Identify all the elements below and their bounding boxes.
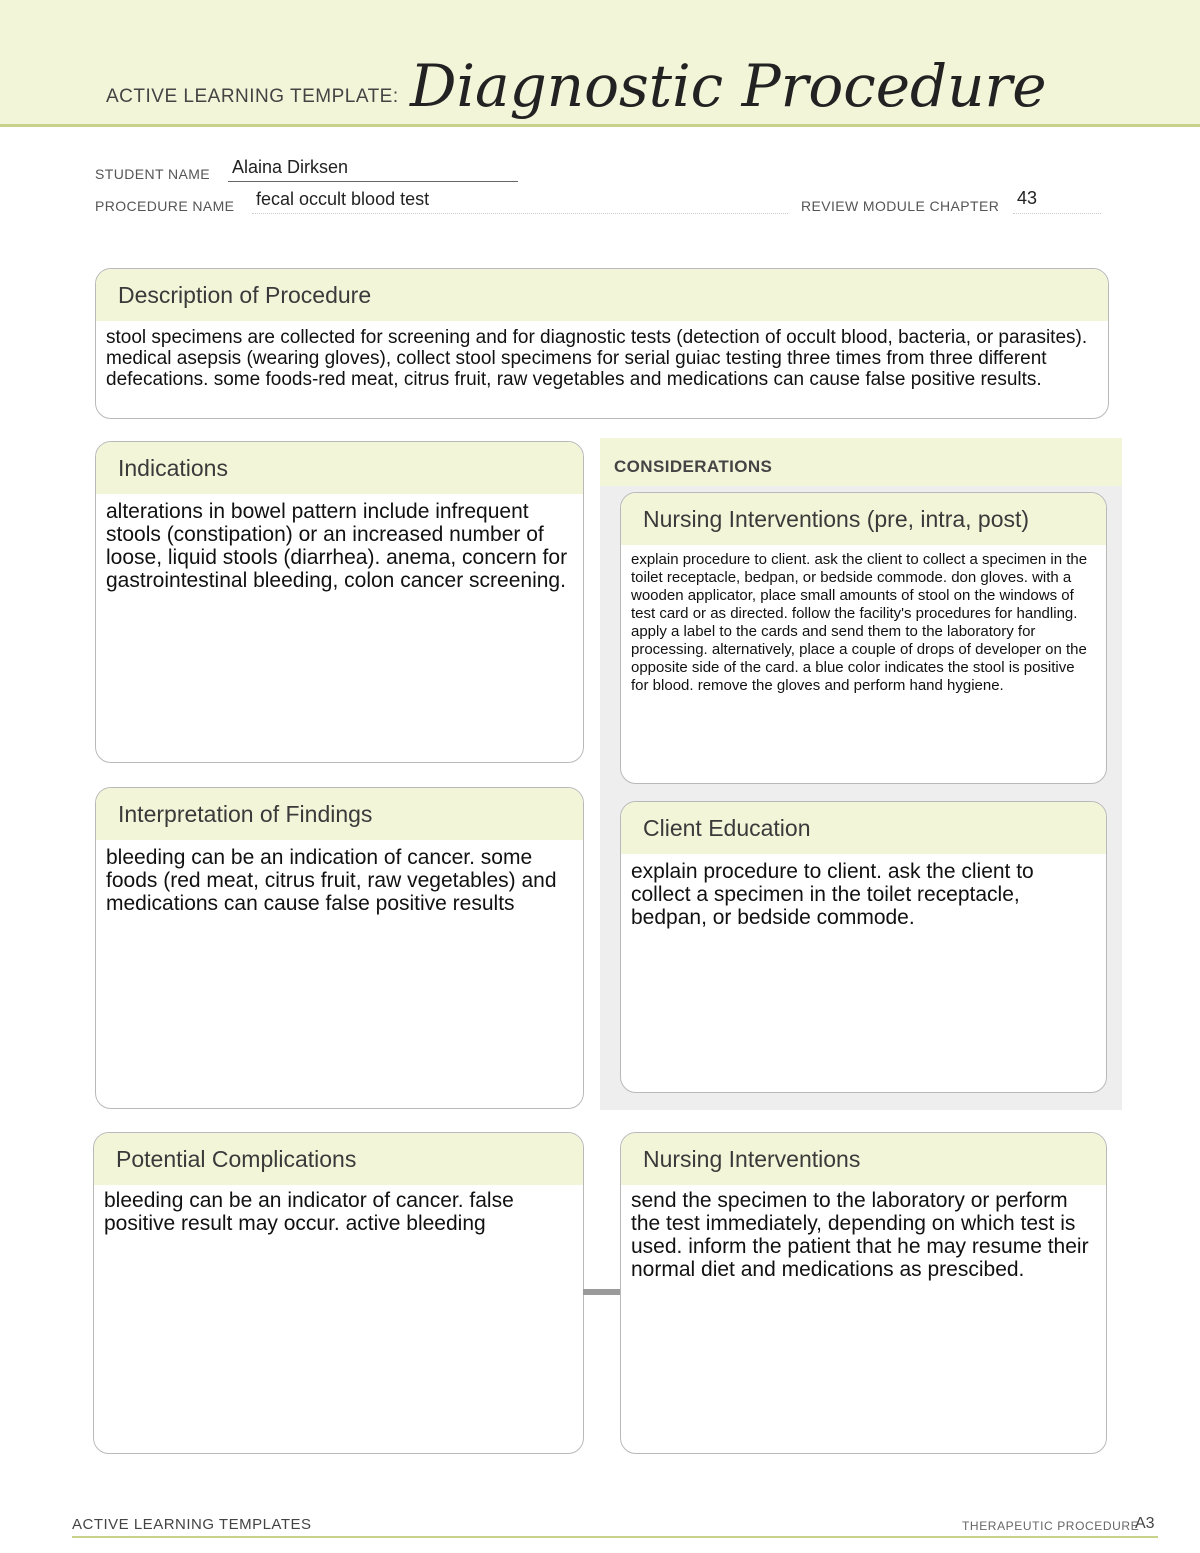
review-module-label: REVIEW MODULE CHAPTER [801, 198, 1000, 214]
complications-box [93, 1132, 584, 1454]
page-title: Diagnostic Procedure [410, 52, 1047, 120]
interpretation-box [95, 787, 584, 1109]
template-prefix: ACTIVE LEARNING TEMPLATE: [106, 86, 399, 107]
footer-rule [72, 1536, 1158, 1538]
nursing-interventions-text[interactable]: send the specimen to the laboratory or perform the test immediately, depending on which test is used. inform the patient that he may resume their normal diet and medications as prescibed. [631, 1189, 1089, 1281]
connector-bar [583, 1289, 621, 1295]
description-box [95, 268, 1109, 419]
description-title: Description of Procedure [96, 269, 1108, 321]
footer-left: ACTIVE LEARNING TEMPLATES [72, 1516, 312, 1533]
footer-right: THERAPEUTIC PROCEDURE [962, 1519, 1140, 1533]
footer-page-number: A3 [1135, 1515, 1155, 1532]
student-name-value[interactable]: Alaina Dirksen [232, 157, 349, 177]
student-name-label: STUDENT NAME [95, 166, 210, 182]
description-text[interactable]: stool specimens are collected for screening and for diagnostic tests (detection of occult blood, bacteria, or parasites). medical asepsis (wearing gloves), collect stool specimens for serial guiac testing three times from three different defecations. some foods-red meat, citrus fruit, raw vegetables and medications can cause false positive results. [106, 327, 1088, 390]
interpretation-title: Interpretation of Findings [96, 788, 583, 840]
student-name-underline [228, 181, 518, 182]
client-education-text[interactable]: explain procedure to client. ask the client to collect a specimen in the toilet receptacle, bedpan, or bedside commode. [631, 860, 1034, 929]
nursing-interventions-pre-title: Nursing Interventions (pre, intra, post) [621, 493, 1106, 545]
indications-box [95, 441, 584, 763]
nursing-interventions-box [620, 1132, 1107, 1454]
procedure-name-label: PROCEDURE NAME [95, 198, 235, 214]
nursing-interventions-pre-box [620, 492, 1107, 784]
client-education-box [620, 801, 1107, 1093]
nursing-interventions-title: Nursing Interventions [621, 1133, 1106, 1185]
review-module-underline [1013, 213, 1101, 214]
nursing-interventions-pre-text[interactable]: explain procedure to client. ask the client to collect a specimen in the toilet receptacle, bedpan, or bedside commode. don gloves. with a wooden applicator, place small amounts of stool on the windows of test card or as directed. follow the facility's procedures for handling. apply a label to the cards and send them to the laboratory for processing. alternatively, place a couple of drops of developer on the opposite side of the card. a blue color indicates the stool is positive for blood. remove the gloves and perform hand hygiene. [631, 551, 1088, 694]
considerations-label: CONSIDERATIONS [614, 457, 773, 476]
complications-title: Potential Complications [94, 1133, 583, 1185]
client-education-title: Client Education [621, 802, 1106, 854]
interpretation-text[interactable]: bleeding can be an indication of cancer. some foods (red meat, citrus fruit, raw vegetables) and medications can cause false positive results [106, 846, 557, 915]
indications-title: Indications [96, 442, 583, 494]
procedure-name-underline [252, 213, 788, 214]
complications-text[interactable]: bleeding can be an indicator of cancer. false positive result may occur. active bleeding [104, 1189, 514, 1235]
indications-text[interactable]: alterations in bowel pattern include infrequent stools (constipation) or an increased number of loose, liquid stools (diarrhea). anema, concern for gastrointestinal bleeding, colon cancer screening. [106, 500, 568, 592]
review-module-value[interactable]: 43 [1017, 188, 1038, 208]
procedure-name-value[interactable]: fecal occult blood test [256, 189, 430, 209]
